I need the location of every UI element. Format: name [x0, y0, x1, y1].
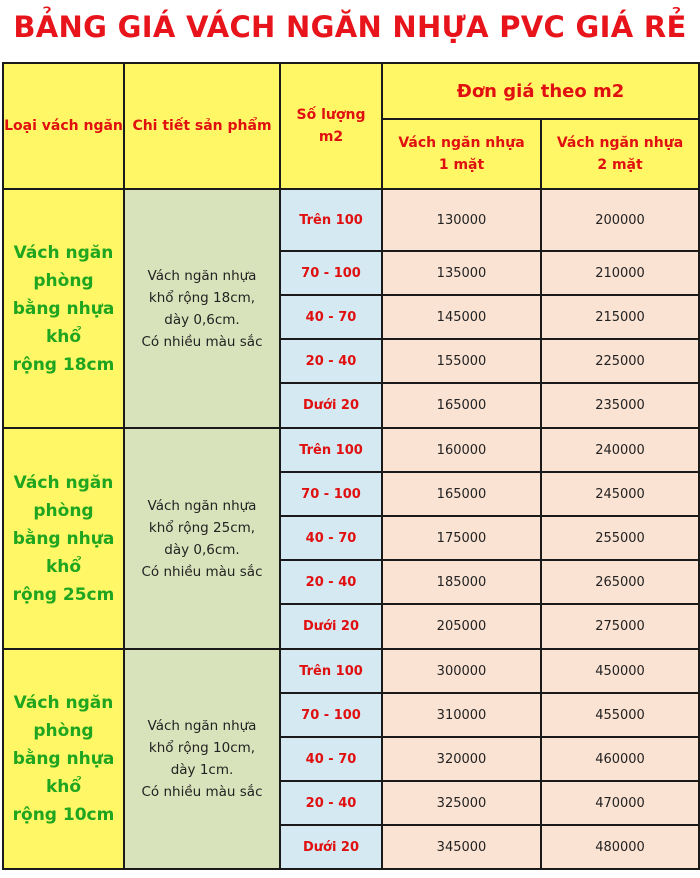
price-two-side: 265000 — [541, 560, 699, 604]
price-two-side: 460000 — [541, 737, 699, 781]
price-two-side: 235000 — [541, 383, 699, 428]
detail-label: Vách ngăn nhựa khổ rộng 18cm, dày 0,6cm. Có nhiều màu sắc — [141, 267, 263, 350]
price-one-side: 145000 — [382, 295, 541, 339]
qty-cell: Trên 100 — [280, 428, 382, 472]
price-two-side: 470000 — [541, 781, 699, 825]
price-one-side: 310000 — [382, 693, 541, 737]
price-one-side: 165000 — [382, 472, 541, 516]
price-one-side: 160000 — [382, 428, 541, 472]
price-two-side: 450000 — [541, 649, 699, 693]
qty-cell: 40 - 70 — [280, 295, 382, 339]
detail-cell — [124, 189, 280, 428]
header-detail-label: Chi tiết sản phẩm — [132, 118, 272, 134]
detail-label: Vách ngăn nhựa khổ rộng 10cm, dày 1cm. Có nhiều màu sắc — [141, 718, 263, 800]
detail-cell — [124, 428, 280, 649]
price-one-side: 165000 — [382, 383, 541, 428]
header-one-side — [382, 119, 541, 189]
price-two-side: 455000 — [541, 693, 699, 737]
qty-cell: 70 - 100 — [280, 472, 382, 516]
detail-cell — [124, 649, 280, 869]
type-label: Vách ngăn phòng bằng nhựa khổ rộng 18cm — [12, 242, 115, 375]
header-type-label: Loại vách ngăn — [4, 118, 123, 134]
header-two-side-label: Vách ngăn nhựa 2 mặt — [556, 135, 684, 173]
qty-cell: 40 - 70 — [280, 737, 382, 781]
price-one-side: 135000 — [382, 251, 541, 295]
type-label: Vách ngăn phòng bằng nhựa khổ rộng 25cm — [12, 472, 115, 605]
qty-cell: Trên 100 — [280, 649, 382, 693]
header-detail — [124, 63, 280, 189]
price-two-side: 480000 — [541, 825, 699, 869]
qty-cell: 20 - 40 — [280, 339, 382, 383]
price-one-side: 300000 — [382, 649, 541, 693]
price-one-side: 130000 — [382, 189, 541, 251]
price-one-side: 320000 — [382, 737, 541, 781]
price-table — [2, 62, 700, 870]
price-two-side: 245000 — [541, 472, 699, 516]
header-one-side-label: Vách ngăn nhựa 1 mặt — [398, 135, 525, 173]
table-row — [3, 649, 699, 693]
header-unit-price — [382, 63, 699, 119]
detail-label: Vách ngăn nhựa khổ rộng 25cm, dày 0,6cm. Có nhiều màu sắc — [141, 497, 263, 580]
price-two-side: 255000 — [541, 516, 699, 560]
page-title: BẢNG GIÁ VÁCH NGĂN NHỰA PVC GIÁ RẺ — [13, 10, 687, 44]
type-cell — [3, 189, 124, 428]
header-two-side — [541, 119, 699, 189]
qty-cell: 20 - 40 — [280, 560, 382, 604]
qty-cell: 40 - 70 — [280, 516, 382, 560]
qty-cell: Dưới 20 — [280, 825, 382, 869]
table-row — [3, 428, 699, 472]
qty-cell: Dưới 20 — [280, 383, 382, 428]
price-two-side: 225000 — [541, 339, 699, 383]
qty-cell: 20 - 40 — [280, 781, 382, 825]
table-row — [3, 189, 699, 251]
price-two-side: 275000 — [541, 604, 699, 649]
type-label: Vách ngăn phòng bằng nhựa khổ rộng 10cm — [12, 693, 115, 825]
price-one-side: 325000 — [382, 781, 541, 825]
type-cell — [3, 649, 124, 869]
qty-cell: Dưới 20 — [280, 604, 382, 649]
header-qty — [280, 63, 382, 189]
price-one-side: 175000 — [382, 516, 541, 560]
price-two-side: 200000 — [541, 189, 699, 251]
type-cell — [3, 428, 124, 649]
qty-cell: 70 - 100 — [280, 693, 382, 737]
qty-cell: 70 - 100 — [280, 251, 382, 295]
price-one-side: 205000 — [382, 604, 541, 649]
header-unit-price-label: Đơn giá theo m2 — [456, 80, 625, 102]
header-type — [3, 63, 124, 189]
qty-cell: Trên 100 — [280, 189, 382, 251]
price-one-side: 345000 — [382, 825, 541, 869]
header-qty-label: Số lượng m2 — [296, 107, 366, 145]
price-two-side: 215000 — [541, 295, 699, 339]
price-one-side: 185000 — [382, 560, 541, 604]
price-two-side: 210000 — [541, 251, 699, 295]
price-one-side: 155000 — [382, 339, 541, 383]
price-two-side: 240000 — [541, 428, 699, 472]
